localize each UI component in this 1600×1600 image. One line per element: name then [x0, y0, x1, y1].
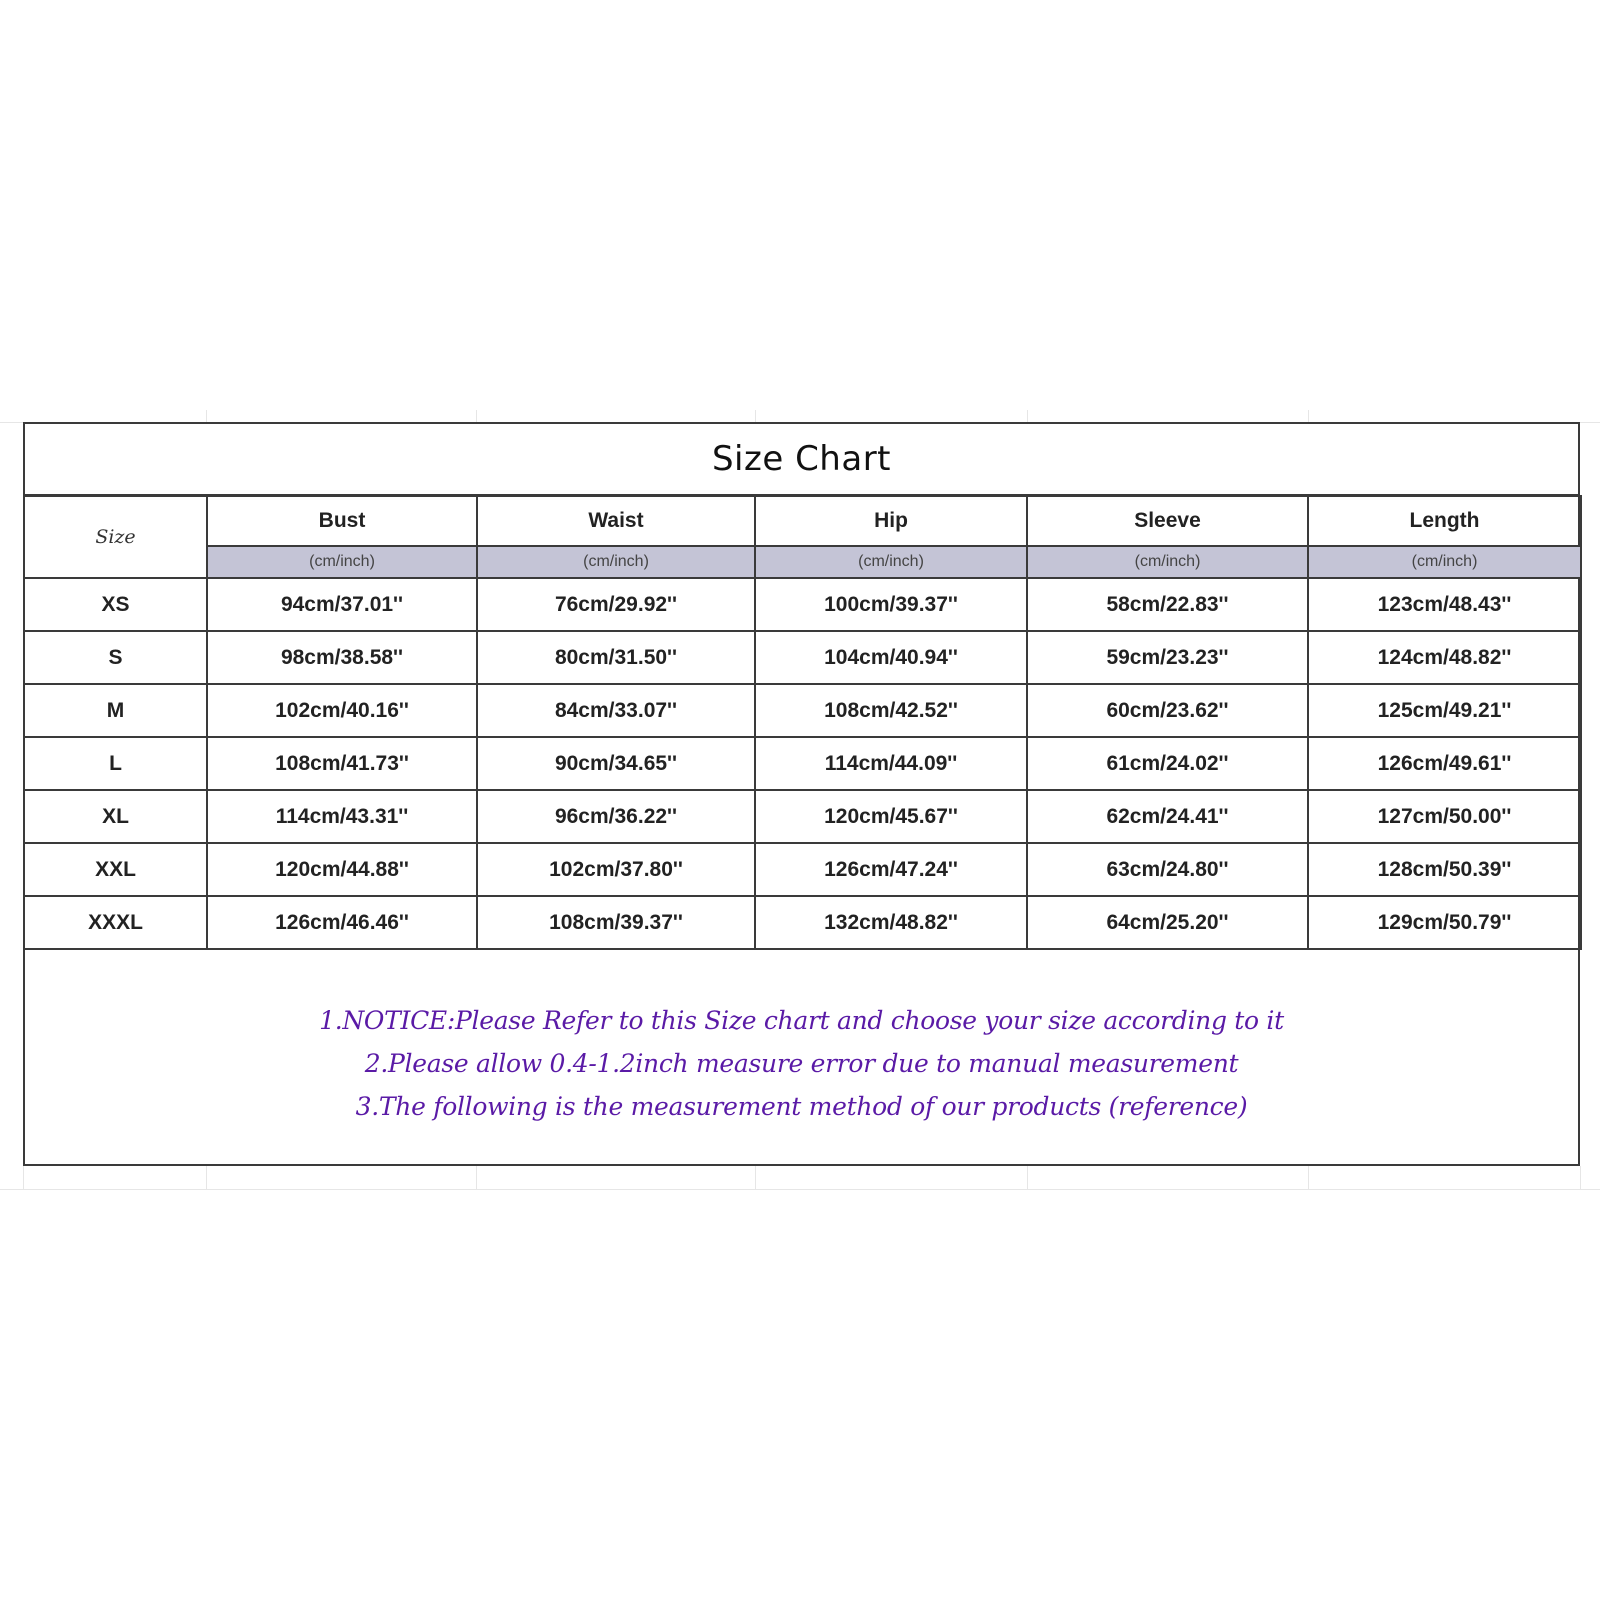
length-cell: 123cm/48.43'' [1308, 578, 1581, 631]
grid-line [206, 410, 207, 422]
size-cell: XS [24, 578, 207, 631]
length-cell: 129cm/50.79'' [1308, 896, 1581, 949]
table-row [24, 684, 1581, 737]
hip-cell: 108cm/42.52'' [755, 684, 1027, 737]
table-row [24, 737, 1581, 790]
sleeve-cell: 61cm/24.02'' [1027, 737, 1308, 790]
chart-title: Size Chart [711, 439, 892, 479]
notes-section [25, 960, 1578, 1166]
length-cell: 127cm/50.00'' [1308, 790, 1581, 843]
size-cell: XL [24, 790, 207, 843]
grid-line [0, 1189, 1600, 1190]
unit-label: (cm/inch) [755, 546, 1027, 578]
column-header-bust: Bust [207, 496, 477, 546]
grid-line [476, 410, 477, 422]
sleeve-cell: 64cm/25.20'' [1027, 896, 1308, 949]
waist-cell: 108cm/39.37'' [477, 896, 755, 949]
size-table [23, 495, 1582, 950]
unit-label: (cm/inch) [477, 546, 755, 578]
column-header-sleeve: Sleeve [1027, 496, 1308, 546]
size-cell: XXL [24, 843, 207, 896]
sleeve-cell: 60cm/23.62'' [1027, 684, 1308, 737]
size-cell: L [24, 737, 207, 790]
sleeve-cell: 62cm/24.41'' [1027, 790, 1308, 843]
table-row [24, 631, 1581, 684]
title-row [25, 424, 1578, 496]
hip-cell: 104cm/40.94'' [755, 631, 1027, 684]
hip-cell: 126cm/47.24'' [755, 843, 1027, 896]
size-chart [23, 422, 1580, 1166]
hip-cell: 120cm/45.67'' [755, 790, 1027, 843]
unit-label: (cm/inch) [1308, 546, 1581, 578]
unit-label: (cm/inch) [1027, 546, 1308, 578]
waist-cell: 102cm/37.80'' [477, 843, 755, 896]
waist-cell: 84cm/33.07'' [477, 684, 755, 737]
note-line: 1.NOTICE:Please Refer to this Size chart and choose your size according to it [319, 1005, 1284, 1035]
size-cell: M [24, 684, 207, 737]
table-row [24, 578, 1581, 631]
unit-row [24, 546, 1581, 578]
column-header-length: Length [1308, 496, 1581, 546]
bust-cell: 98cm/38.58'' [207, 631, 477, 684]
grid-line [206, 1166, 207, 1190]
waist-cell: 80cm/31.50'' [477, 631, 755, 684]
sleeve-cell: 59cm/23.23'' [1027, 631, 1308, 684]
waist-cell: 90cm/34.65'' [477, 737, 755, 790]
sleeve-cell: 63cm/24.80'' [1027, 843, 1308, 896]
grid-line [755, 410, 756, 422]
grid-line [1308, 410, 1309, 422]
grid-line [1027, 1166, 1028, 1190]
grid-line [23, 1166, 24, 1190]
bust-cell: 120cm/44.88'' [207, 843, 477, 896]
table-row [24, 896, 1581, 949]
table-row [24, 843, 1581, 896]
bust-cell: 126cm/46.46'' [207, 896, 477, 949]
size-cell: S [24, 631, 207, 684]
bust-cell: 102cm/40.16'' [207, 684, 477, 737]
column-header-waist: Waist [477, 496, 755, 546]
grid-line [1580, 1166, 1581, 1190]
length-cell: 124cm/48.82'' [1308, 631, 1581, 684]
column-header-hip: Hip [755, 496, 1027, 546]
length-cell: 126cm/49.61'' [1308, 737, 1581, 790]
grid-line [755, 1166, 756, 1190]
hip-cell: 132cm/48.82'' [755, 896, 1027, 949]
bust-cell: 94cm/37.01'' [207, 578, 477, 631]
grid-line [476, 1166, 477, 1190]
waist-cell: 76cm/29.92'' [477, 578, 755, 631]
hip-cell: 114cm/44.09'' [755, 737, 1027, 790]
unit-label: (cm/inch) [207, 546, 477, 578]
note-line: 3.The following is the measurement method of our products (reference) [355, 1091, 1248, 1121]
bust-cell: 108cm/41.73'' [207, 737, 477, 790]
bust-cell: 114cm/43.31'' [207, 790, 477, 843]
note-line: 2.Please allow 0.4-1.2inch measure error due to manual measurement [364, 1048, 1239, 1078]
grid-line [1308, 1166, 1309, 1190]
table-row [24, 790, 1581, 843]
header-row [24, 496, 1581, 546]
hip-cell: 100cm/39.37'' [755, 578, 1027, 631]
size-column-header: Size [24, 496, 207, 578]
grid-line [1027, 410, 1028, 422]
sleeve-cell: 58cm/22.83'' [1027, 578, 1308, 631]
length-cell: 128cm/50.39'' [1308, 843, 1581, 896]
waist-cell: 96cm/36.22'' [477, 790, 755, 843]
size-cell: XXXL [24, 896, 207, 949]
length-cell: 125cm/49.21'' [1308, 684, 1581, 737]
